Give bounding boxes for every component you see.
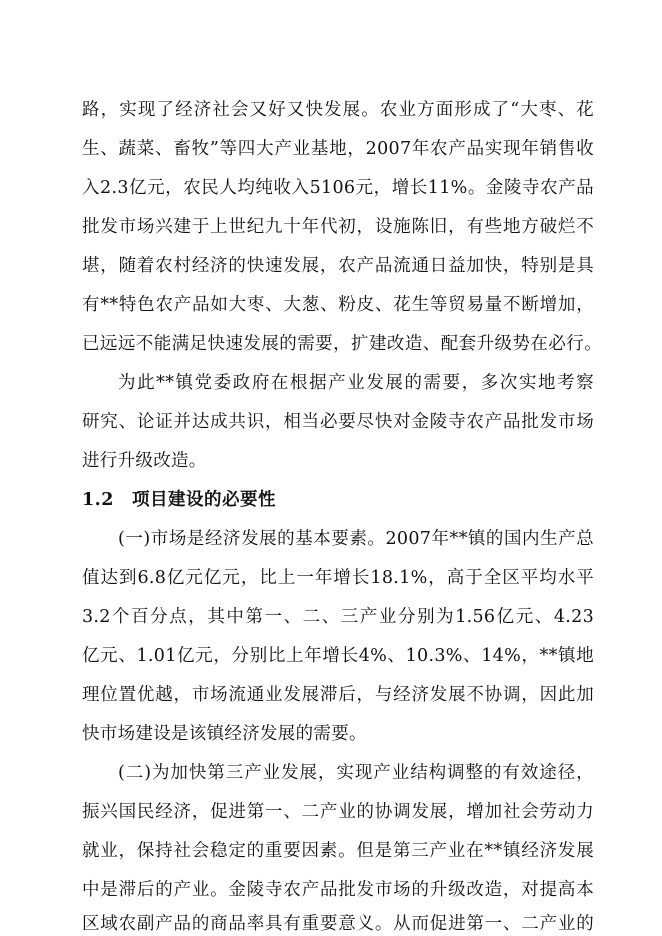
section-heading: 1.2 项目建设的必要性 xyxy=(82,490,276,510)
paragraph3-line: 值达到6.8亿元亿元，比上一年增长18.1%，高于全区平均水平 xyxy=(82,568,594,588)
paragraph1-line: 入2.3亿元，农民人均纯收入5106元，增长11%。金陵寺农产品 xyxy=(82,178,594,198)
paragraph2-line: 为此**镇党委政府在根据产业发展的需要，多次实地考察 xyxy=(118,373,594,393)
paragraph3-line: 理位置优越，市场流通业发展滞后，与经济发展不协调，因此加 xyxy=(82,685,594,705)
paragraph1-line: 堪，随着农村经济的快速发展，农产品流通日益加快，特别是具 xyxy=(82,256,594,276)
paragraph3-line: 3.2个百分点，其中第一、二、三产业分别为1.56亿元、4.23 xyxy=(82,607,594,627)
paragraph1-line: 已远远不能满足快速发展的需要，扩建改造、配套升级势在必行。 xyxy=(82,334,602,354)
paragraph1-line: 生、蔬菜、畜牧”等四大产业基地，2007年农产品实现年销售收 xyxy=(82,139,594,159)
paragraph1-line: 路，实现了经济社会又好又快发展。农业方面形成了“大枣、花 xyxy=(82,100,594,120)
paragraph2-line: 研究、论证并达成共识，相当必要尽快对金陵寺农产品批发市场 xyxy=(82,412,594,432)
paragraph4-line: 就业，保持社会稳定的重要因素。但是第三产业在**镇经济发展 xyxy=(82,841,594,861)
paragraph4-line: 中是滞后的产业。金陵寺农产品批发市场的升级改造，对提高本 xyxy=(82,880,594,900)
paragraph2-line: 进行升级改造。 xyxy=(82,451,207,471)
paragraph3-line: 快市场建设是该镇经济发展的需要。 xyxy=(82,724,367,744)
paragraph1-line: 批发市场兴建于上世纪九十年代初，设施陈旧，有些地方破烂不 xyxy=(82,217,594,237)
paragraph4-line: 振兴国民经济，促进第一、二产业的协调发展，增加社会劳动力 xyxy=(82,802,594,822)
paragraph3-line: 亿元、1.01亿元，分别比上年增长4%、10.3%、14%，**镇地 xyxy=(82,646,594,666)
paragraph4-line: (二)为加快第三产业发展，实现产业结构调整的有效途径， xyxy=(118,763,594,783)
paragraph1-line: 有**特色农产品如大枣、大葱、粉皮、花生等贸易量不断增加， xyxy=(82,295,594,315)
paragraph4-line: 区域农副产品的商品率具有重要意义。从而促进第一、二产业的 xyxy=(82,914,594,934)
paragraph3-line: (一)市场是经济发展的基本要素。2007年**镇的国内生产总 xyxy=(118,529,594,549)
